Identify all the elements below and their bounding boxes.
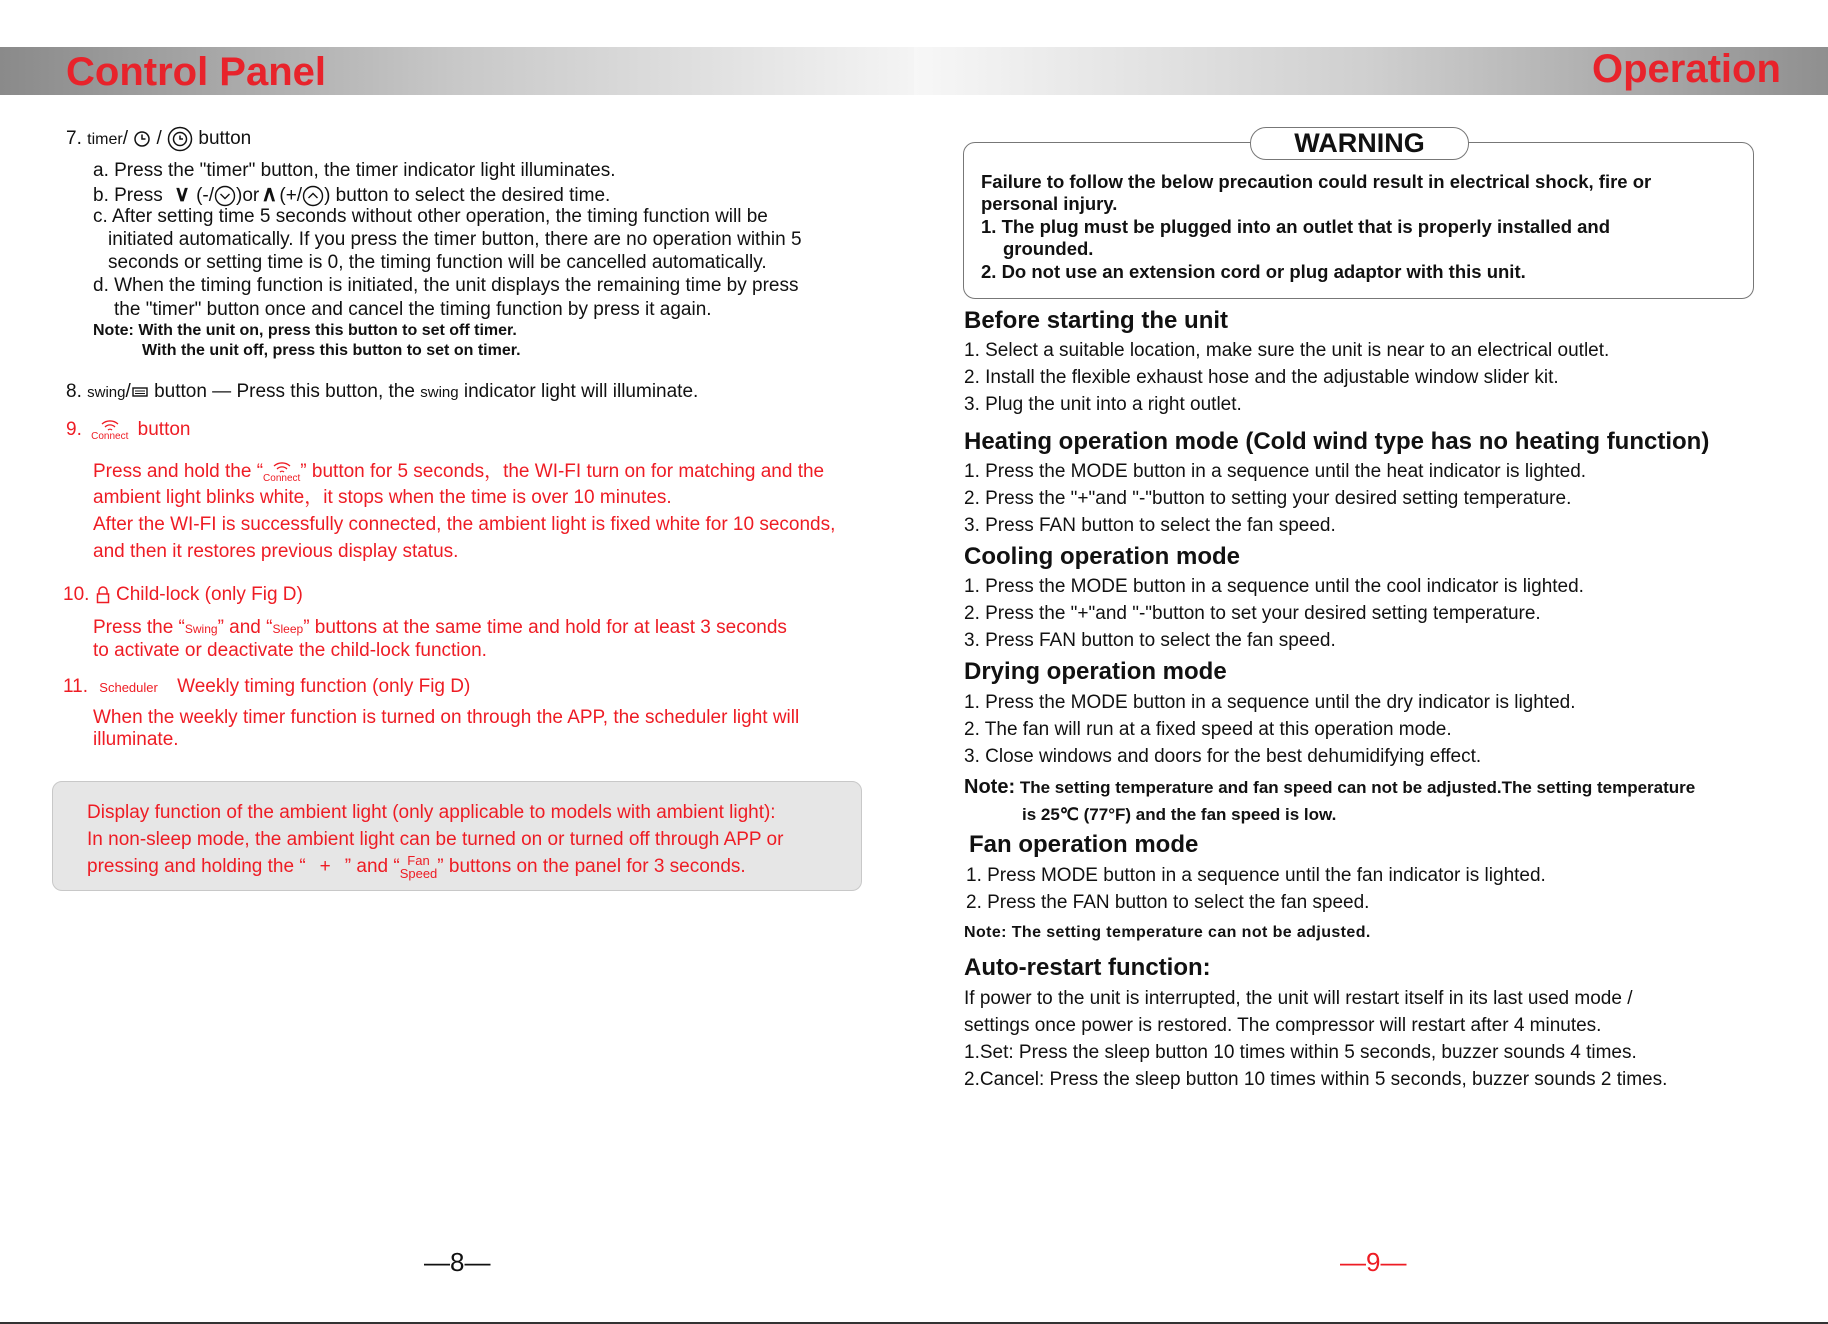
drying-item-2: 2. The fan will run at a fixed speed at this operation mode. bbox=[964, 719, 1452, 740]
heating-title: Heating operation mode (Cold wind type has no heating function) bbox=[964, 428, 1710, 455]
auto-restart-title: Auto-restart function: bbox=[964, 954, 1211, 981]
chevron-up-circle-icon bbox=[302, 185, 324, 207]
heating-item-3: 3. Press FAN button to select the fan speed. bbox=[964, 515, 1336, 536]
ambient-box-l3: pressing and holding the “ + ” and “ Fan Speed ” buttons on the panel for 3 seconds. bbox=[87, 853, 746, 881]
before-item-1: 1. Select a suitable location, make sure the unit is near to an electrical outlet. bbox=[964, 340, 1610, 361]
timer-label: timer bbox=[87, 131, 123, 149]
item9-l3: After the WI-FI is successfully connected, the ambient light is fixed white for 10 seconds, bbox=[93, 514, 836, 535]
ambient-box-l2: In non-sleep mode, the ambient light can be turned on or turned off through APP or bbox=[87, 829, 784, 850]
before-item-2: 2. Install the flexible exhaust hose and the adjustable window slider kit. bbox=[964, 367, 1559, 388]
item9-l4: and then it restores previous display status. bbox=[93, 541, 459, 562]
item7-c3: seconds or setting time is 0, the timing function will be cancelled automatically. bbox=[108, 252, 767, 273]
right-section-title: Operation bbox=[1592, 47, 1781, 91]
heating-item-2: 2. Press the ʺ+ʺand ʺ-ʺbutton to setting your desired setting temperature. bbox=[964, 488, 1572, 509]
down-arrow-icon: ∨ bbox=[173, 181, 191, 206]
item7-button-word: button bbox=[198, 128, 252, 150]
item7-c1: c. After setting time 5 seconds without other operation, the timing function will be bbox=[93, 206, 768, 227]
item11-heading: 11. Scheduler Weekly timing function (only Fig D) bbox=[63, 676, 471, 697]
drying-item-3: 3. Close windows and doors for the best dehumidifying effect. bbox=[964, 746, 1482, 767]
page-number-8: —8— bbox=[424, 1247, 491, 1277]
chevron-down-circle-icon bbox=[214, 185, 236, 207]
warning-l2: personal injury. bbox=[981, 193, 1118, 214]
item11-l2: illuminate. bbox=[93, 729, 179, 750]
cooling-item-1: 1. Press the MODE button in a sequence until the cool indicator is lighted. bbox=[964, 576, 1584, 597]
cooling-item-3: 3. Press FAN button to select the fan speed. bbox=[964, 630, 1336, 651]
item10-l1: Press the “Swing” and “Sleep” buttons at the same time and hold for at least 3 seconds bbox=[93, 617, 787, 638]
warning-l1: Failure to follow the below precaution could result in electrical shock, fire or bbox=[981, 171, 1652, 192]
item10-heading: 10. Child-lock (only Fig D) bbox=[63, 584, 303, 605]
fan-item-1: 1. Press MODE button in a sequence until the fan indicator is lighted. bbox=[966, 865, 1546, 886]
item9-heading: 9. Connect button bbox=[66, 419, 191, 442]
item7-d2: the "timer" button once and cancel the timing function by press it again. bbox=[114, 299, 712, 320]
auto-item-1: If power to the unit is interrupted, the unit will restart itself in its last used mode / bbox=[964, 988, 1633, 1009]
item7-note2: With the unit off, press this button to set on timer. bbox=[142, 342, 521, 359]
swing-icon bbox=[131, 384, 149, 400]
item10-l2: to activate or deactivate the child-lock function. bbox=[93, 640, 487, 661]
item8: 8. swing/ button — Press this button, the swing indicator light will illuminate. bbox=[66, 381, 699, 402]
lock-icon bbox=[95, 586, 111, 604]
fan-title: Fan operation mode bbox=[969, 831, 1199, 858]
fan-speed-label: Fan Speed bbox=[399, 853, 438, 881]
item7-number: 7. bbox=[66, 128, 82, 150]
wifi-connect-icon: Connect bbox=[91, 418, 128, 442]
warning-label: WARNING bbox=[1250, 127, 1469, 160]
clock-icon bbox=[133, 130, 151, 148]
item7-note1: Note: With the unit on, press this button to set off timer. bbox=[93, 322, 517, 339]
item7-b: b. Press ∨ (-/ )or∧ (+/ ) button to select the desired time. bbox=[93, 181, 611, 206]
drying-title: Drying operation mode bbox=[964, 658, 1227, 685]
before-title: Before starting the unit bbox=[964, 307, 1229, 334]
cooling-title: Cooling operation mode bbox=[964, 543, 1240, 570]
note2: Note: The setting temperature can not be adjusted. bbox=[964, 924, 1371, 941]
drying-item-1: 1. Press the MODE button in a sequence until the dry indicator is lighted. bbox=[964, 692, 1576, 713]
wifi-connect-inline-icon: Connect bbox=[263, 460, 300, 484]
item7-a: a. Press the "timer" button, the timer indicator light illuminates. bbox=[93, 160, 616, 181]
auto-item-2: settings once power is restored. The compressor will restart after 4 minutes. bbox=[964, 1015, 1602, 1036]
warning-l4: grounded. bbox=[1003, 238, 1094, 259]
note1-l2: is 25℃ (77°F) and the fan speed is low. bbox=[1022, 805, 1337, 824]
auto-item-3: 1.Set: Press the sleep button 10 times within 5 seconds, buzzer sounds 4 times. bbox=[964, 1042, 1637, 1063]
item7-d1: d. When the timing function is initiated, the unit displays the remaining time by press bbox=[93, 275, 799, 296]
warning-l3: 1. The plug must be plugged into an outlet that is properly installed and bbox=[981, 216, 1611, 237]
item7-c2: initiated automatically. If you press the timer button, there are no operation within 5 bbox=[108, 229, 802, 250]
item11-l1: When the weekly timer function is turned on through the APP, the scheduler light will bbox=[93, 707, 800, 728]
scheduler-label: Scheduler bbox=[99, 680, 158, 695]
item9-l2: ambient light blinks white，it stops when the time is over 10 minutes. bbox=[93, 487, 672, 508]
timer-button-icon bbox=[167, 126, 193, 152]
fan-item-2: 2. Press the FAN button to select the fan speed. bbox=[966, 892, 1370, 913]
warning-l5: 2. Do not use an extension cord or plug adaptor with this unit. bbox=[981, 261, 1526, 282]
ambient-box-l1: Display function of the ambient light (only applicable to models with ambient light): bbox=[87, 802, 776, 823]
left-section-title: Control Panel bbox=[66, 50, 327, 94]
before-item-3: 3. Plug the unit into a right outlet. bbox=[964, 394, 1242, 415]
up-arrow-icon: ∧ bbox=[261, 181, 278, 206]
item9-l1: Press and hold the “ Connect ” button for 5 seconds，the WI-FI turn on for matching and the bbox=[93, 461, 825, 484]
note1-l1: Note: The setting temperature and fan speed can not be adjusted.The setting temperature bbox=[964, 776, 1696, 798]
page-number-9: —9— bbox=[1340, 1247, 1407, 1277]
cooling-item-2: 2. Press the ʺ+ʺand ʺ-ʺbutton to set your desired setting temperature. bbox=[964, 603, 1541, 624]
item7-heading: 7. timer/ / button bbox=[66, 126, 251, 152]
heating-item-1: 1. Press the MODE button in a sequence until the heat indicator is lighted. bbox=[964, 461, 1587, 482]
auto-item-4: 2.Cancel: Press the sleep button 10 times within 5 seconds, buzzer sounds 2 times. bbox=[964, 1069, 1668, 1090]
